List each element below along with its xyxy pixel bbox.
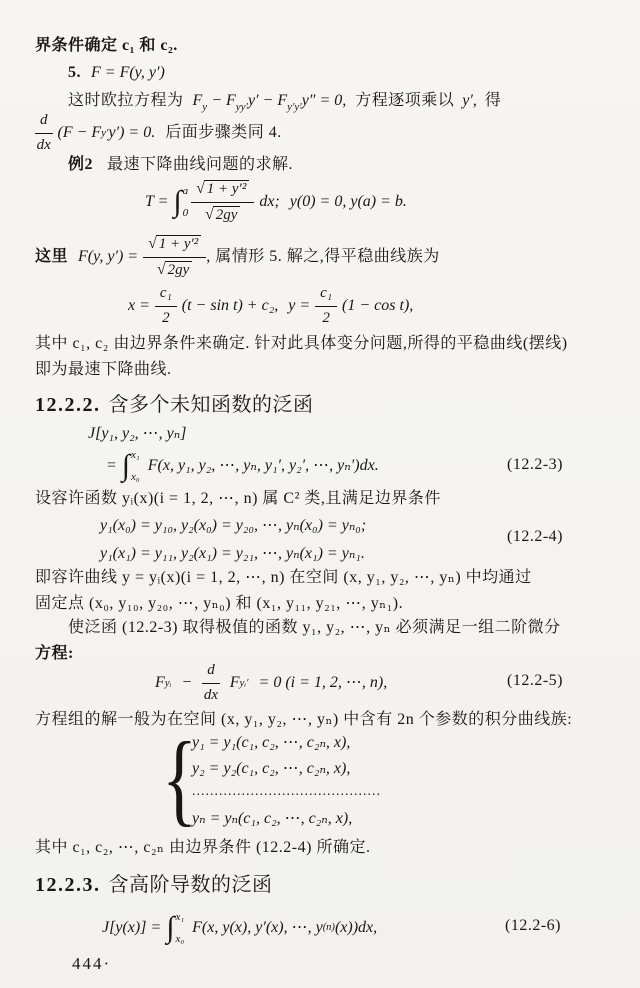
cn-text: 后面步骤类同 4. xyxy=(165,123,282,141)
text-line-constants-determined: 其中 c₁, c₂, ⋯, c₂ₙ 由边界条件 (12.2-4) 所确定. xyxy=(35,839,371,856)
radicand: 2gy xyxy=(165,261,193,278)
math-term: (x))dx, xyxy=(334,918,378,936)
integral-lower-limit: x₀ xyxy=(131,470,140,483)
text-line: 即容许曲线 y = yᵢ(x)(i = 1, 2, ⋯, n) 在空间 (x, y₁, y₂, ⋯, yₙ) 中均通过 xyxy=(35,569,532,586)
math-term: (t − sin t) + c₂, xyxy=(181,296,279,314)
math-F-of-y: F = F(y, y′) xyxy=(91,64,165,81)
text-line-solution-family: 方程组的解一般为在空间 (x, y₁, y₂, ⋯, yₙ) 中含有 2n 个参数的积分曲线族: xyxy=(35,711,573,728)
system-lines xyxy=(192,728,381,834)
math-boundary-values: y(0) = 0, y(a) = b. xyxy=(289,192,407,210)
text-line-extremum-condition: 使泛函 (12.2-3) 取得极值的函数 y₁, y₂, ⋯, yₙ 必须满足一组二阶微分 xyxy=(68,619,561,636)
radical-sign: √ xyxy=(157,260,166,278)
fraction-denominator: 2 xyxy=(322,309,330,326)
math-yprime: y′, xyxy=(462,92,477,109)
math-term: (F − F xyxy=(57,123,102,141)
math-comma: , xyxy=(206,247,211,265)
page-number: 444· xyxy=(72,954,112,973)
text-line-euler-equation xyxy=(68,91,501,114)
math-term: y′ − F xyxy=(247,92,288,109)
equation-T-integral xyxy=(145,175,407,229)
math-sub-y: y xyxy=(202,101,208,113)
equation-euler-system xyxy=(155,662,387,704)
math-dx: dx; xyxy=(259,192,280,210)
cn-text: 这时欧拉方程为 xyxy=(68,92,184,109)
fraction-d-dx xyxy=(202,661,220,705)
section-title: 含高阶导数的泛函 xyxy=(108,874,273,896)
case-number: 5. xyxy=(68,64,81,81)
math-sub-yi: yᵢ xyxy=(164,676,172,689)
math-J-equals: J[y(x)] = xyxy=(102,918,162,936)
equation-ddx xyxy=(35,112,282,154)
equation-boundary-x0: y₁(x₀) = y₁₀, y₂(x₀) = y₂₀, ⋯, yₙ(x₀) = yₙ₀; xyxy=(100,517,367,534)
math-term: y″ = 0, xyxy=(301,92,347,109)
integral-limits xyxy=(183,184,189,220)
left-brace: { xyxy=(162,721,197,836)
integral-limits xyxy=(131,448,140,484)
example-title: 最速下降曲线问题的求解. xyxy=(107,156,294,173)
equation-J-functional-rhs xyxy=(106,444,379,488)
text-line-F-definition xyxy=(35,230,440,284)
cn-text: 这里 xyxy=(35,247,69,265)
fraction-numerator: c₁ xyxy=(315,284,337,307)
math-y-equals: y = xyxy=(288,296,311,314)
system-line-y2: y₂ = y₂(c₁, c₂, ⋯, c₂ₙ, x), xyxy=(192,760,351,777)
math-minus: − xyxy=(181,673,193,691)
fraction-d-dx xyxy=(35,111,53,155)
text-line-case5 xyxy=(68,63,165,84)
math-integrand: F(x, y₁, y₂, ⋯, yₙ, y₁′, y₂′, ⋯, yₙ′)dx. xyxy=(147,456,379,474)
section-heading-12-2-3 xyxy=(35,872,273,898)
math-F: F xyxy=(155,673,165,691)
math-term: (1 − cos t), xyxy=(342,296,414,314)
radical-sign: √ xyxy=(205,205,214,223)
math-sub-yprime: y′ xyxy=(101,126,109,139)
integral-sign: ∫ xyxy=(166,911,175,944)
fraction-sqrt xyxy=(143,234,206,280)
math-F: F xyxy=(192,92,203,109)
math-sup-n: (n) xyxy=(322,922,335,934)
equation-label-12-2-6: (12.2-6) xyxy=(505,917,561,934)
cn-text: 得 xyxy=(484,92,502,109)
integral-upper-limit: x₁ xyxy=(175,911,185,923)
fraction-sqrt xyxy=(191,179,254,225)
integral-upper-limit: x₁ xyxy=(131,449,140,461)
radicand: 2gy xyxy=(213,206,241,223)
math-integrand: F(x, y(x), y′(x), ⋯, y xyxy=(192,918,323,936)
system-line-yn: yₙ = yₙ(c₁, c₂, ⋯, c₂ₙ, x), xyxy=(192,810,353,827)
radicand: 1 + y′² xyxy=(204,180,250,197)
equation-cycloid xyxy=(128,286,413,326)
fraction-numerator: d xyxy=(35,111,53,134)
integral-lower-limit: x₀ xyxy=(175,932,185,945)
cn-text: 属情形 5. 解之,得平稳曲线族为 xyxy=(215,247,440,265)
math-F-equals: F(y, y′) = xyxy=(78,247,139,265)
section-number: 12.2.2. xyxy=(35,394,101,416)
section-title: 含多个未知函数的泛函 xyxy=(108,394,314,416)
radical-sign: √ xyxy=(196,180,205,197)
math-term: = 0 (i = 1, 2, ⋯, n), xyxy=(258,673,388,691)
integral-limits xyxy=(175,910,184,946)
fraction-denominator: dx xyxy=(36,136,51,153)
radicand: 1 + y′² xyxy=(156,235,202,252)
math-F: F xyxy=(229,673,240,691)
fraction-c1-2 xyxy=(315,284,337,328)
math-sub-yi-prime: yᵢ′ xyxy=(239,676,249,689)
fraction-denominator xyxy=(205,203,240,226)
example-label: 例2 xyxy=(68,156,94,173)
equation-system-integral-curves xyxy=(162,721,381,838)
fraction-numerator xyxy=(191,179,254,203)
integral-upper-limit: a xyxy=(182,185,189,197)
math-sub-yy: yy′ xyxy=(235,101,248,113)
system-line-y1: y₁ = y₁(c₁, c₂, ⋯, c₂ₙ, x), xyxy=(192,734,351,751)
math-equals: = xyxy=(106,456,117,474)
text-line-admissible-functions: 设容许函数 yᵢ(x)(i = 1, 2, ⋯, n) 属 C² 类,且满足边界条件 xyxy=(35,490,441,507)
equation-higher-order-functional xyxy=(102,906,377,950)
equation-J-functional-lhs: J[y₁, y₂, ⋯, yₙ] xyxy=(88,425,187,442)
section-heading-12-2-2 xyxy=(35,392,314,418)
text-line-example2 xyxy=(68,155,293,176)
equation-label-12-2-5: (12.2-5) xyxy=(507,672,563,689)
section-number: 12.2.3. xyxy=(35,874,101,896)
fraction-numerator xyxy=(143,234,206,258)
cn-text: 方程逐项乘以 xyxy=(355,92,455,109)
text-line-equations-colon: 方程: xyxy=(35,645,74,662)
math-term: − F xyxy=(207,92,236,109)
fraction-numerator: d xyxy=(202,661,220,684)
text-line-boundary-conditions: 界条件确定 c₁ 和 c₂. xyxy=(35,37,178,54)
equation-boundary-x1: y₁(x₁) = y₁₁, y₂(x₁) = y₂₁, ⋯, yₙ(x₁) = yₙ₁. xyxy=(100,545,365,562)
integral-sign: ∫ xyxy=(121,449,131,482)
fraction-c1-2 xyxy=(155,284,177,328)
fraction-denominator: dx xyxy=(203,686,219,703)
text-line: 即为最速下降曲线. xyxy=(35,361,172,378)
fraction-denominator xyxy=(157,258,192,281)
equation-label-12-2-3: (12.2-3) xyxy=(507,456,563,473)
radical-sign: √ xyxy=(148,235,157,252)
fraction-denominator: 2 xyxy=(162,309,170,326)
equation-label-12-2-4: (12.2-4) xyxy=(507,528,563,545)
math-sub-ypyp: y′y′ xyxy=(287,101,302,113)
integral-lower-limit: 0 xyxy=(182,206,189,219)
math-lhs-T: T = xyxy=(145,192,169,210)
text-line: 其中 c₁, c₂ 由边界条件来确定. 针对此具体变分问题,所得的平稳曲线(摆线) xyxy=(35,335,568,352)
system-line-dots: .......................................... xyxy=(192,784,381,799)
fraction-numerator: c₁ xyxy=(155,284,177,307)
math-x-equals: x = xyxy=(128,296,150,314)
math-term: y′) = 0. xyxy=(108,123,156,141)
text-line: 固定点 (x₀, y₁₀, y₂₀, ⋯, yₙ₀) 和 (x₁, y₁₁, y₂₁, ⋯, yₙ₁). xyxy=(35,595,404,612)
integral-sign: ∫ xyxy=(173,185,182,218)
